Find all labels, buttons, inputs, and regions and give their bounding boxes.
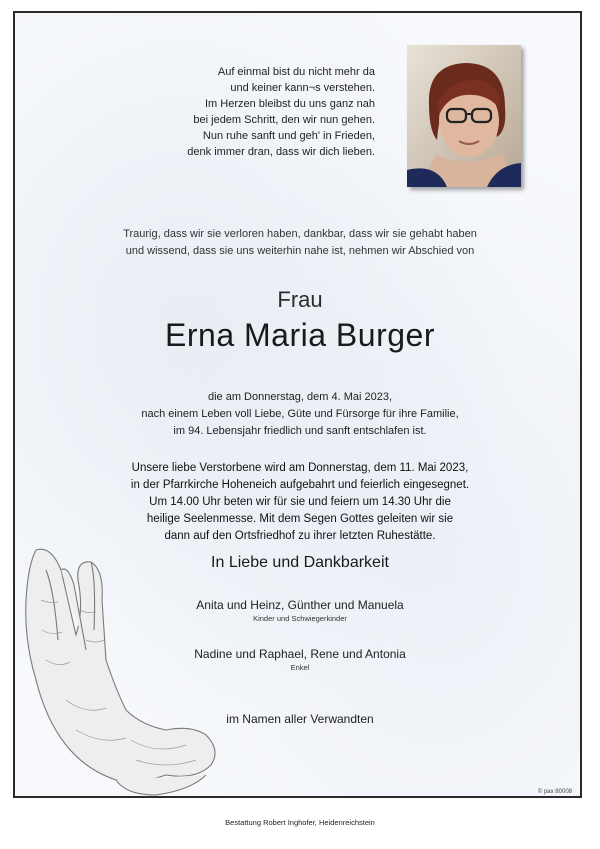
intro-line: und wissend, dass sie uns weiterhin nahe ist, nehmen wir Abschied von [125, 245, 475, 257]
poem-line: Auf einmal bist du nicht mehr da [217, 66, 375, 78]
poem-line: denk immer dran, dass wir dich lieben. [187, 146, 375, 158]
praying-hands-icon [6, 540, 231, 800]
intro-line: Traurig, dass wir sie verloren haben, dankbar, dass wir sie gehabt haben [123, 228, 477, 240]
family-grandchildren: Nadine und Raphael, Rene und Antonia [194, 647, 406, 661]
print-code: © pax 80008 [537, 789, 572, 795]
family-relation: Kinder und Schwiegerkinder [253, 614, 347, 623]
family-children: Anita und Heinz, Günther und Manuela [196, 598, 404, 612]
death-line: im 94. Lebensjahr friedlich und sanft entschlafen ist. [173, 425, 427, 437]
death-line: nach einem Leben voll Liebe, Güte und Fürsorge für ihre Familie, [141, 408, 459, 420]
undertaker-footer: Bestattung Robert Inghofer, Heidenreichstein [225, 818, 375, 827]
funeral-line: dann auf den Ortsfriedhof zu ihrer letzten Ruhestätte. [164, 530, 436, 542]
funeral-line: Um 14.00 Uhr beten wir für sie und feiern um 14.30 Uhr die [149, 496, 451, 508]
portrait-photo [407, 45, 521, 187]
deceased-name: Erna Maria Burger [165, 317, 435, 353]
poem-line: und keiner kann¬s verstehen. [230, 82, 375, 94]
funeral-line: in der Pfarrkirche Hoheneich aufgebahrt und feierlich eingesegnet. [130, 479, 470, 491]
poem-line: Nun ruhe sanft und geh' in Frieden, [202, 130, 375, 142]
funeral-details [50, 460, 550, 545]
poem-line: bei jedem Schritt, den wir nun gehen. [193, 114, 375, 126]
all-relatives: im Namen aller Verwandten [226, 712, 374, 726]
funeral-line: Unsere liebe Verstorbene wird am Donnerstag, dem 11. Mai 2023, [131, 462, 469, 474]
closing-phrase: In Liebe und Dankbarkeit [211, 554, 389, 571]
salutation: Frau [277, 287, 323, 312]
intro-text [40, 226, 560, 260]
family-relation: Enkel [290, 663, 310, 672]
death-notice [50, 389, 550, 440]
poem [75, 64, 375, 160]
funeral-line: heilige Seelenmesse. Mit dem Segen Gottes geleiten wir sie [146, 513, 454, 525]
poem-line: Im Herzen bleibst du uns ganz nah [205, 98, 375, 110]
death-line: die am Donnerstag, dem 4. Mai 2023, [207, 391, 393, 403]
